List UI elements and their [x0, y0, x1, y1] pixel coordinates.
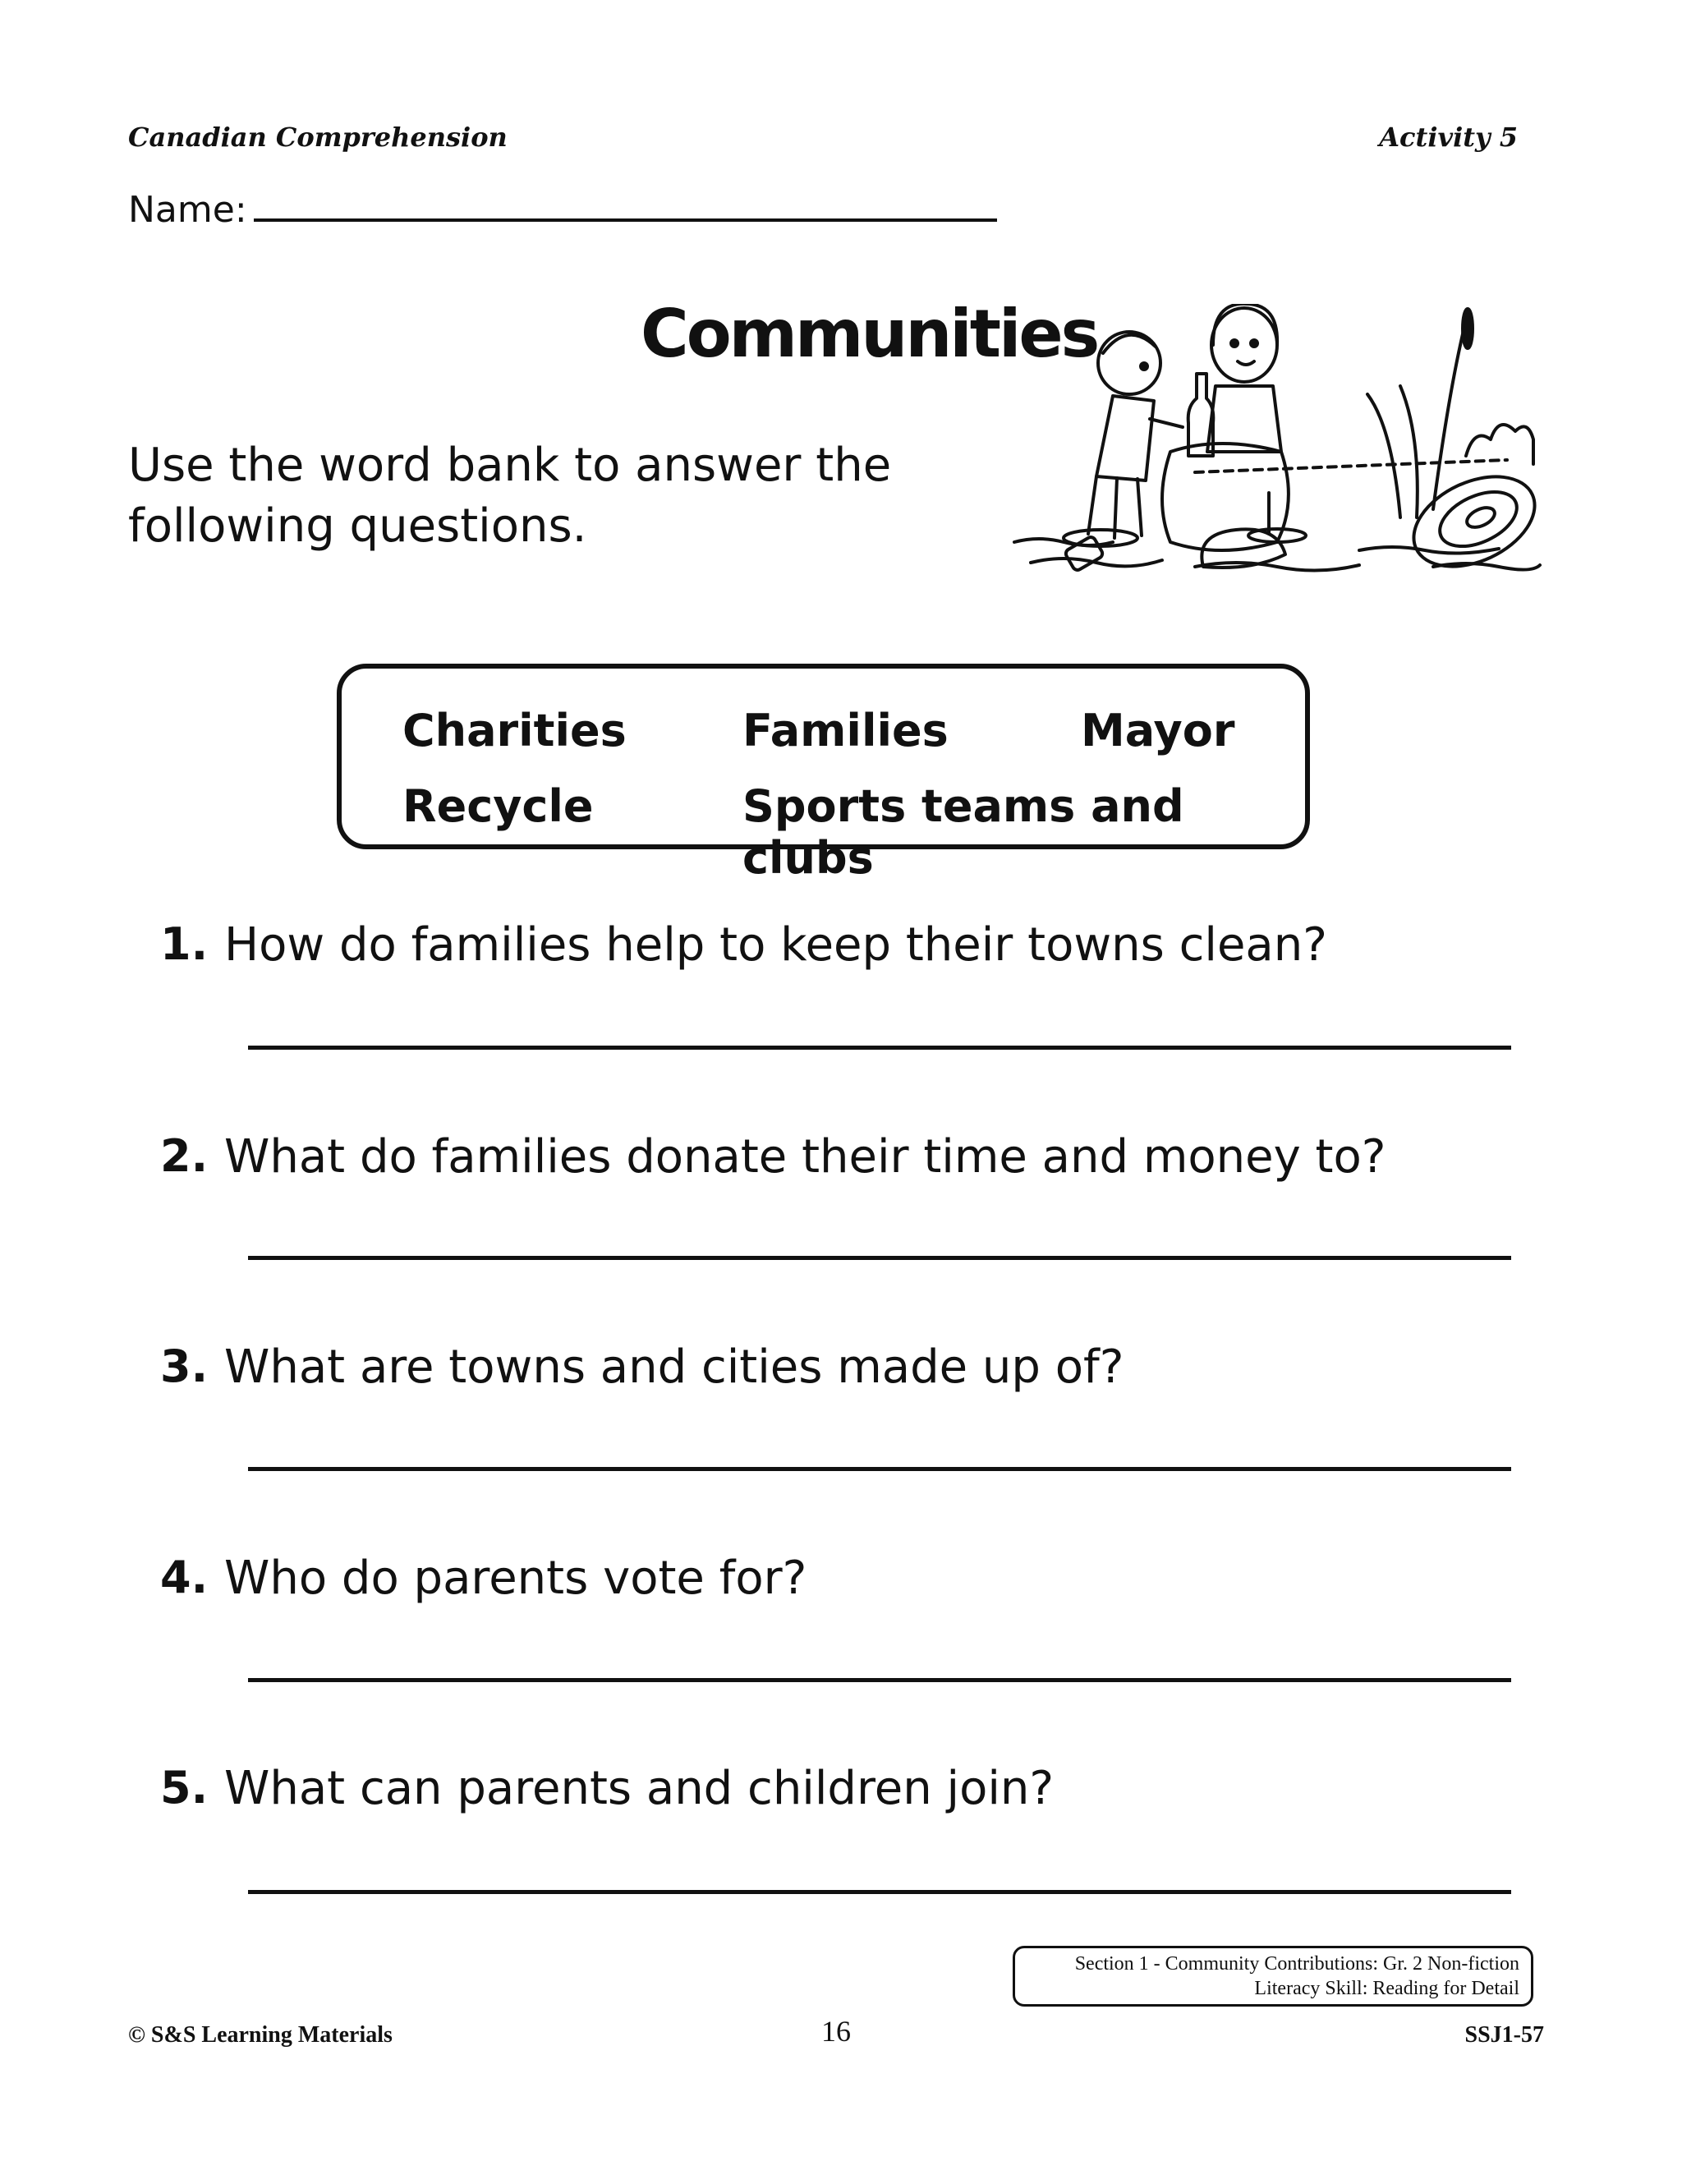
page-title: Communities — [641, 296, 1098, 372]
question-text: Who do parents vote for? — [224, 1552, 807, 1605]
answer-line-1[interactable] — [248, 1046, 1511, 1050]
children-cleanup-illustration — [1006, 304, 1544, 591]
section-info-box — [1013, 1946, 1533, 2007]
question-text: What do families donate their time and money to? — [224, 1130, 1386, 1184]
word-bank-item: Recycle — [402, 780, 594, 832]
answer-line-3[interactable] — [248, 1467, 1511, 1471]
word-bank-item: Families — [742, 705, 949, 756]
answer-line-2[interactable] — [248, 1256, 1511, 1260]
name-separator: : — [234, 189, 247, 231]
question-number: 3. — [160, 1340, 209, 1392]
instructions: Use the word bank to answer the following questions. — [128, 439, 892, 553]
page-number: 16 — [821, 2015, 851, 2048]
question-number: 4. — [160, 1552, 209, 1603]
question-number: 5. — [160, 1762, 209, 1814]
answer-line-5[interactable] — [248, 1890, 1511, 1894]
question-number: 1. — [160, 918, 209, 970]
word-bank-item: Charities — [402, 705, 627, 756]
skill-line: Literacy Skill: Reading for Detail — [1254, 1978, 1519, 1999]
name-label: Name — [128, 189, 235, 231]
question-text: How do families help to keep their towns clean? — [224, 918, 1327, 972]
section-line: Section 1 - Community Contributions: Gr. 2 Non-fiction — [1074, 1953, 1519, 1975]
product-code: SSJ1-57 — [1464, 2022, 1544, 2048]
answer-line-4[interactable] — [248, 1678, 1511, 1682]
question-text: What can parents and children join? — [224, 1762, 1055, 1815]
question-number: 2. — [160, 1130, 209, 1182]
word-bank-item: Mayor — [1081, 705, 1235, 756]
copyright: © S&S Learning Materials — [128, 2022, 393, 2048]
question-text: What are towns and cities made up of? — [224, 1340, 1124, 1394]
word-bank-item: Sports teams and clubs — [742, 780, 1184, 884]
name-field — [128, 189, 997, 231]
book-title: Canadian Comprehension — [128, 122, 508, 153]
activity-label: Activity 5 — [1379, 122, 1518, 153]
name-input-line[interactable] — [254, 191, 997, 222]
word-bank — [337, 664, 1310, 884]
